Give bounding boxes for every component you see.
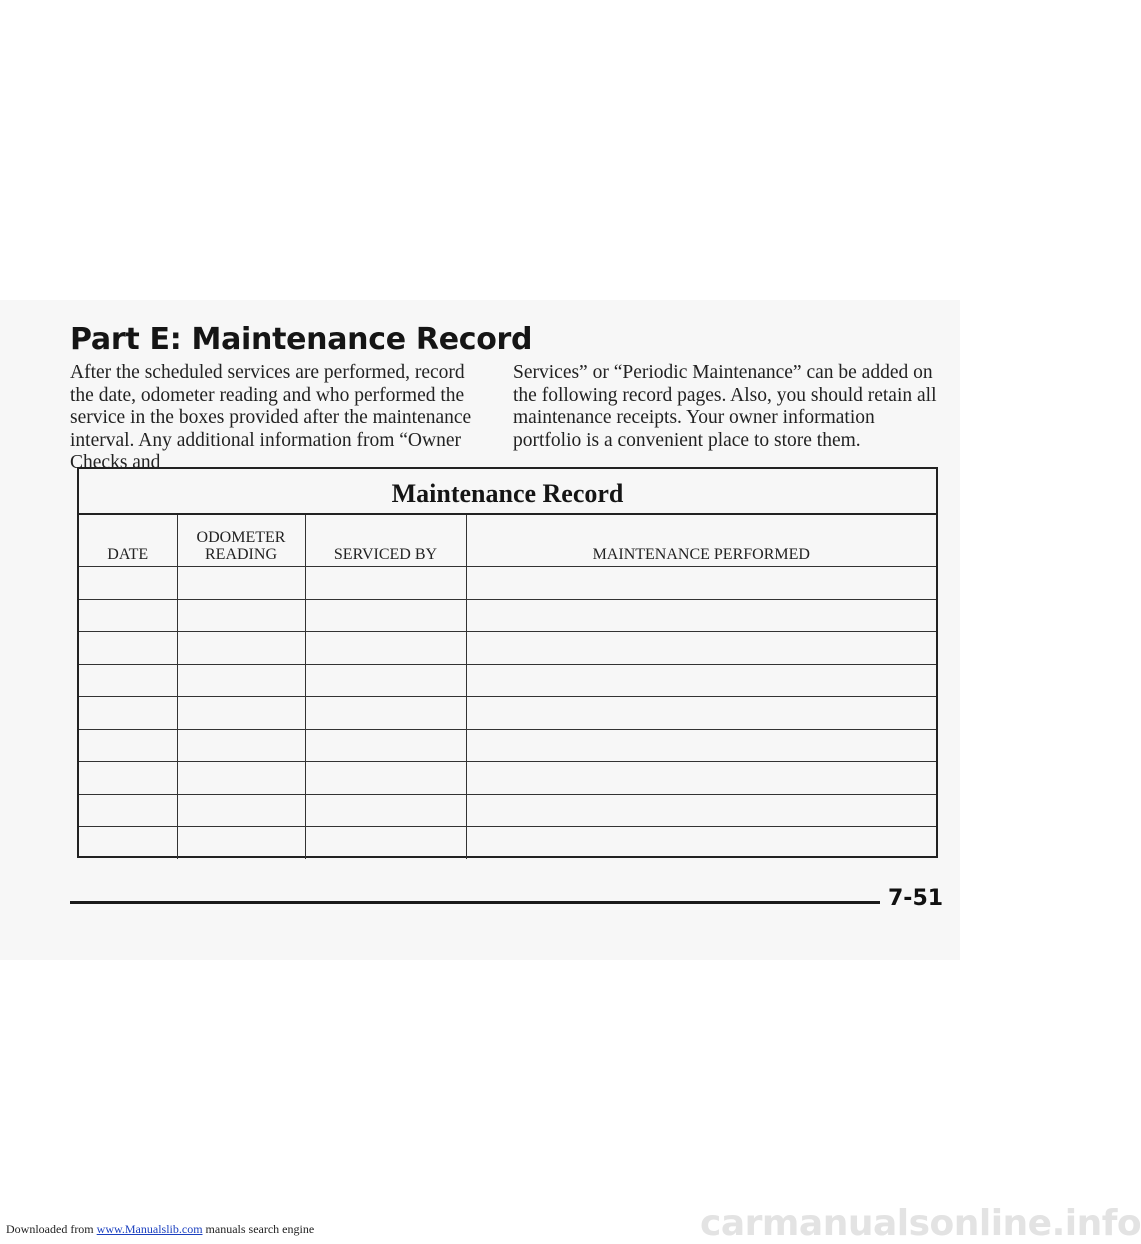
date-cell[interactable] — [79, 794, 177, 827]
maintenance-cell[interactable] — [466, 697, 936, 730]
date-cell[interactable] — [79, 664, 177, 697]
odometer-cell[interactable] — [177, 599, 305, 632]
date-cell[interactable] — [79, 567, 177, 600]
table-row — [79, 794, 936, 827]
table-row — [79, 762, 936, 795]
intro-right-column — [513, 362, 943, 452]
odometer-cell[interactable] — [177, 794, 305, 827]
serviced-by-cell[interactable] — [305, 664, 466, 697]
maintenance-cell[interactable] — [466, 827, 936, 859]
serviced-by-cell[interactable] — [305, 794, 466, 827]
odometer-cell[interactable] — [177, 567, 305, 600]
date-cell[interactable] — [79, 632, 177, 665]
download-source-line — [6, 1222, 314, 1237]
odometer-cell[interactable] — [177, 827, 305, 859]
maintenance-cell[interactable] — [466, 729, 936, 762]
table-row — [79, 729, 936, 762]
header-maintenance-performed: MAINTENANCE PERFORMED — [466, 515, 936, 567]
serviced-by-cell[interactable] — [305, 697, 466, 730]
odometer-cell[interactable] — [177, 762, 305, 795]
intro-left-column — [70, 362, 490, 475]
header-serviced-by: SERVICED BY — [305, 515, 466, 567]
serviced-by-cell[interactable] — [305, 567, 466, 600]
odometer-cell[interactable] — [177, 632, 305, 665]
serviced-by-cell[interactable] — [305, 762, 466, 795]
maintenance-cell[interactable] — [466, 567, 936, 600]
date-cell[interactable] — [79, 599, 177, 632]
watermark-logo: carmanualsonline.info — [700, 1203, 1141, 1244]
date-cell[interactable] — [79, 729, 177, 762]
serviced-by-cell[interactable] — [305, 599, 466, 632]
table-row — [79, 567, 936, 600]
intro-paragraph-left: After the scheduled services are performed, record the date, odometer reading and who performed the service in the boxes provided after the maintenance interval. Any additional information from “Owner Checks and — [70, 362, 472, 473]
maintenance-cell[interactable] — [466, 664, 936, 697]
table-row — [79, 697, 936, 730]
maintenance-cell[interactable] — [466, 632, 936, 665]
table-row — [79, 664, 936, 697]
table-row — [79, 632, 936, 665]
table-row — [79, 827, 936, 859]
date-cell[interactable] — [79, 697, 177, 730]
table-row — [79, 599, 936, 632]
date-cell[interactable] — [79, 762, 177, 795]
maintenance-record-table — [79, 515, 936, 859]
serviced-by-cell[interactable] — [305, 729, 466, 762]
header-date: DATE — [79, 515, 177, 567]
record-rows — [79, 567, 936, 859]
maintenance-cell[interactable] — [466, 794, 936, 827]
download-prefix: Downloaded from — [6, 1222, 94, 1236]
record-title: Maintenance Record — [79, 469, 936, 515]
odometer-cell[interactable] — [177, 664, 305, 697]
footer-rule — [70, 901, 880, 904]
intro-paragraph-right: Services” or “Periodic Maintenance” can be added on the following record pages. Also, you should retain all maintenance receipts. Your owner information portfolio is a convenient place to store them. — [513, 362, 937, 451]
serviced-by-cell[interactable] — [305, 632, 466, 665]
header-odometer-reading: ODOMETER READING — [177, 515, 305, 567]
maintenance-cell[interactable] — [466, 599, 936, 632]
date-cell[interactable] — [79, 827, 177, 859]
page-number: 7-51 — [888, 886, 944, 911]
odometer-cell[interactable] — [177, 697, 305, 730]
maintenance-cell[interactable] — [466, 762, 936, 795]
download-suffix: manuals search engine — [202, 1222, 315, 1236]
table-header-row — [79, 515, 936, 567]
manualslib-link[interactable]: www.Manualslib.com — [96, 1222, 203, 1236]
page-title: Part E: Maintenance Record — [70, 322, 533, 357]
maintenance-record-form — [77, 467, 938, 858]
serviced-by-cell[interactable] — [305, 827, 466, 859]
odometer-cell[interactable] — [177, 729, 305, 762]
